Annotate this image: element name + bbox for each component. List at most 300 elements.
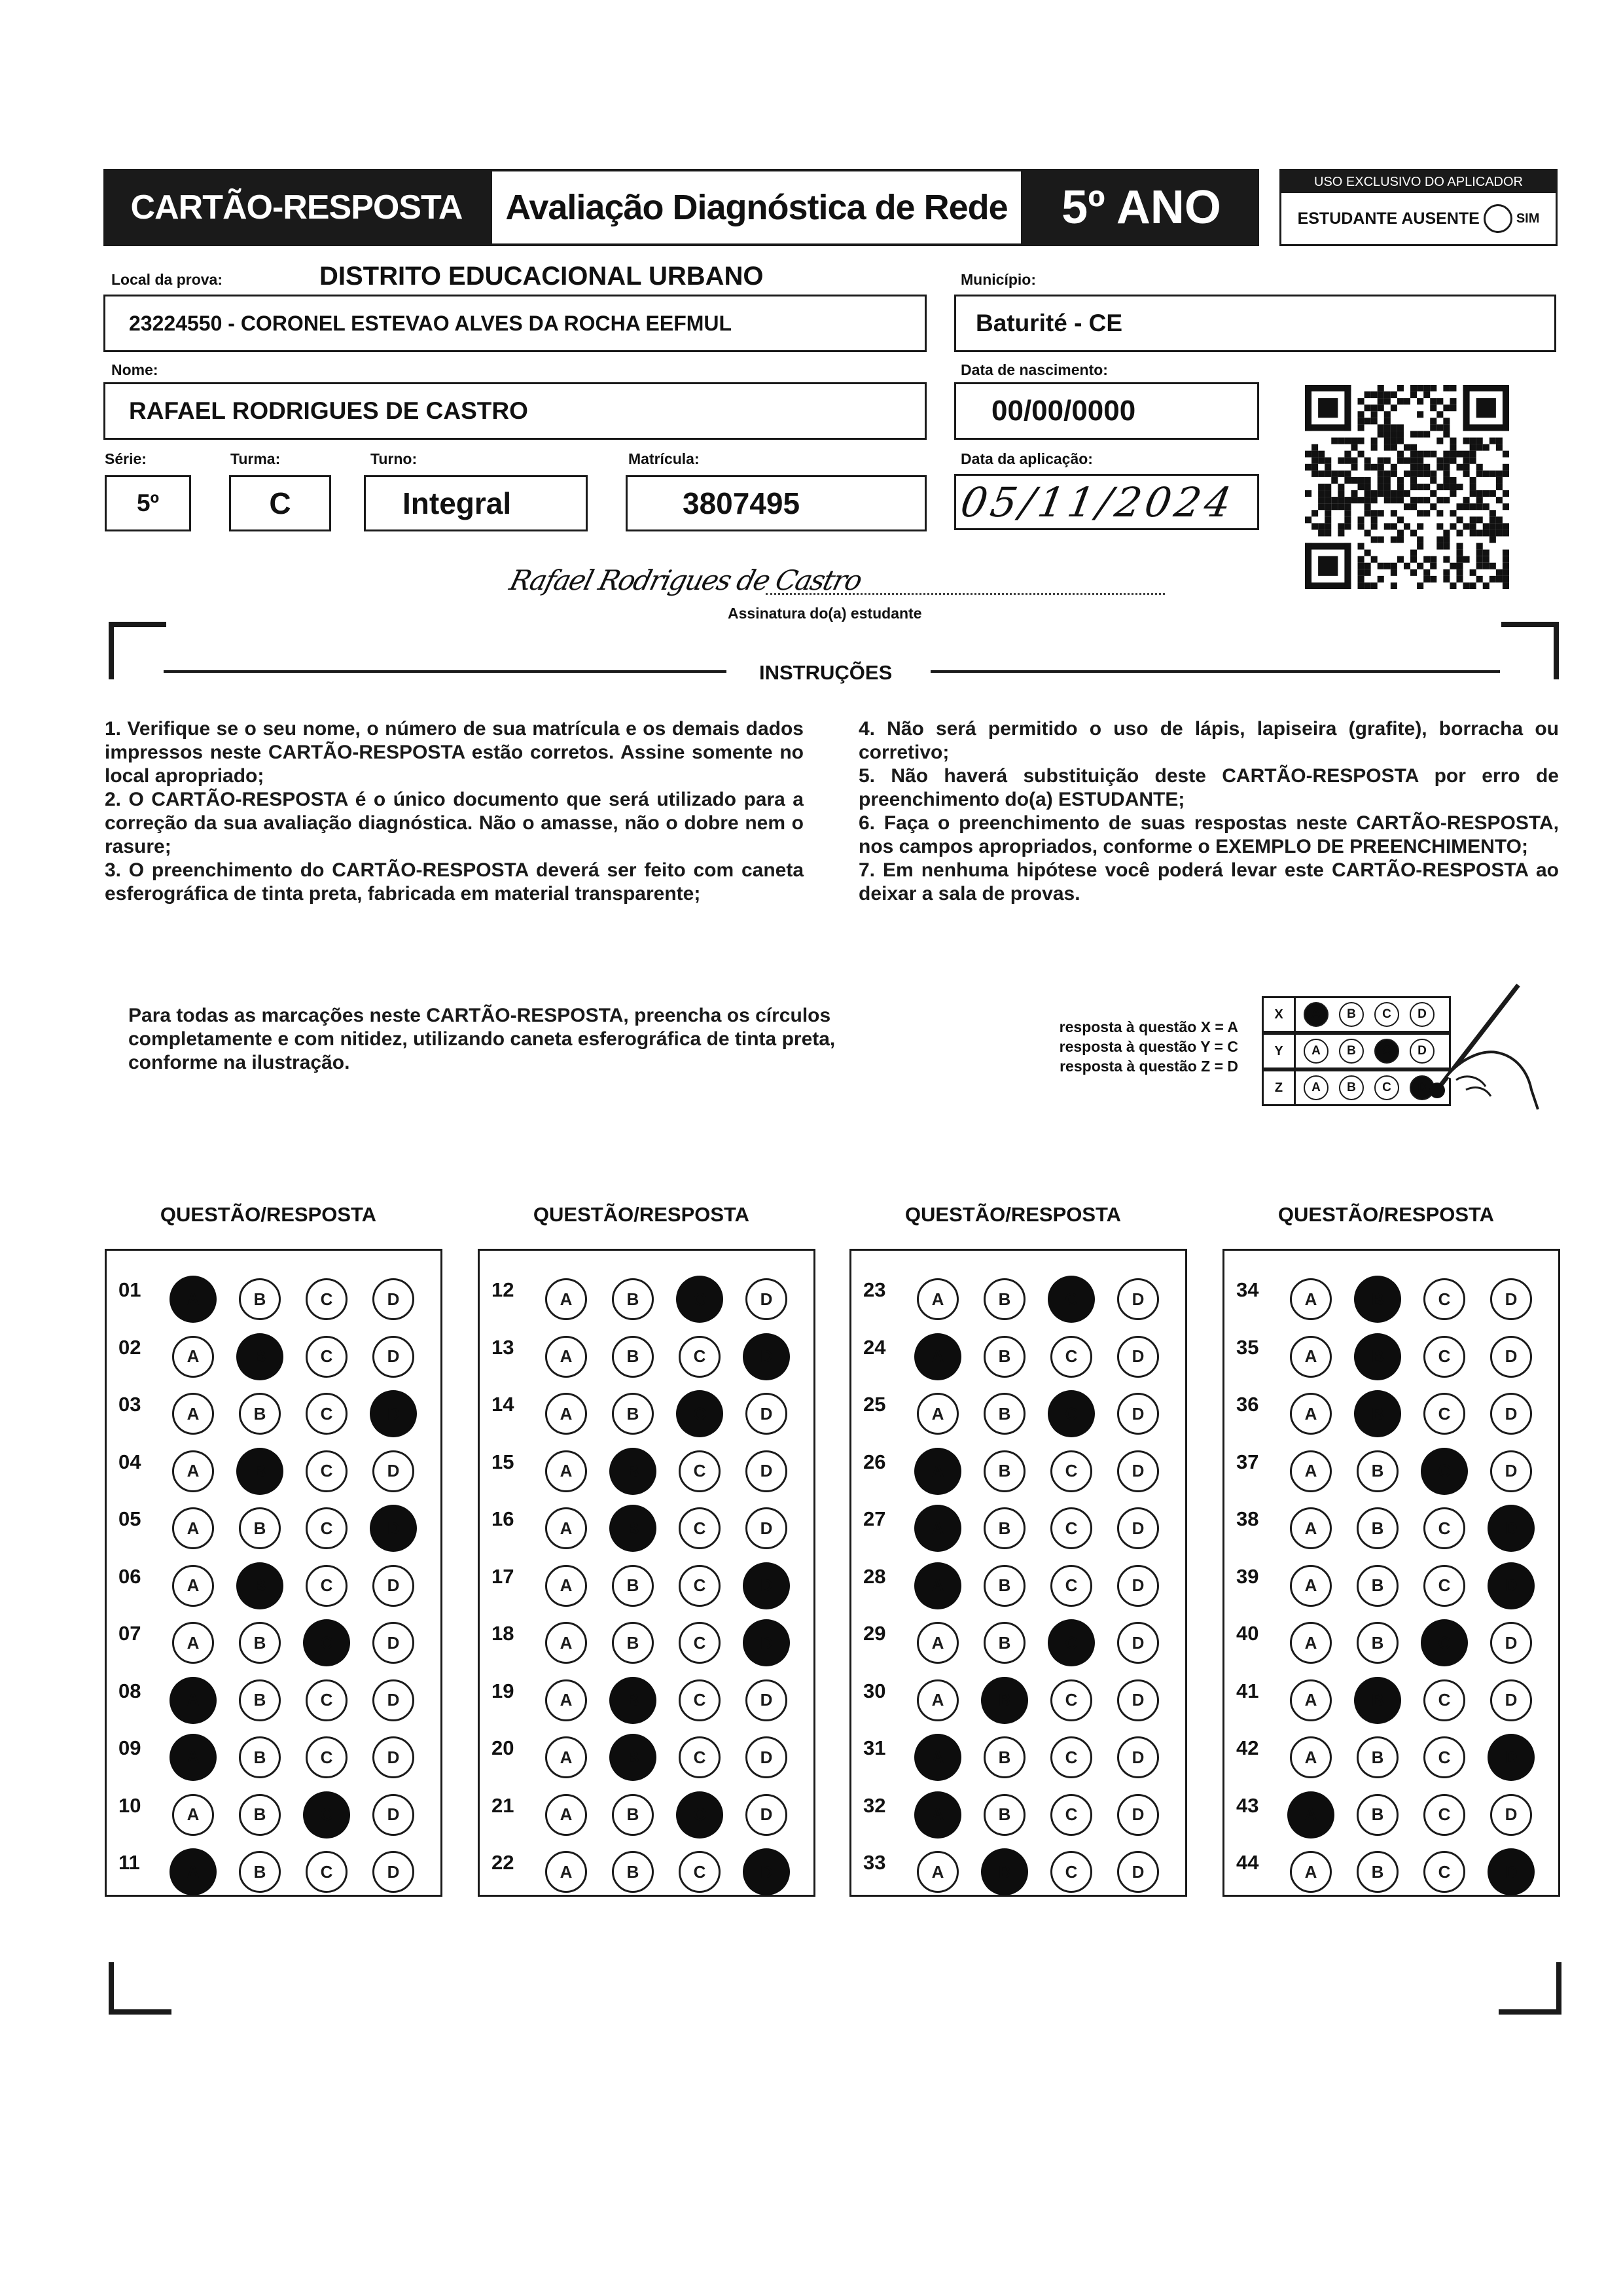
answer-bubble-c[interactable]: C: [679, 1336, 721, 1378]
example-bubble-d: D: [1410, 1039, 1435, 1064]
question-number: 08: [118, 1679, 141, 1702]
instructions-right: [859, 717, 1559, 906]
answer-bubble-c[interactable]: C: [1423, 1794, 1465, 1836]
answer-bubble-b[interactable]: B: [1354, 1333, 1401, 1380]
signature-label: Assinatura do(a) estudante: [728, 605, 922, 622]
answer-bubble-a[interactable]: A: [545, 1565, 587, 1607]
question-row: [1224, 1264, 1558, 1316]
question-number: 16: [491, 1507, 514, 1530]
answer-bubble-d[interactable]: D: [1490, 1679, 1532, 1721]
example-bubble-a: A: [1304, 1039, 1329, 1064]
answer-bubble-d[interactable]: D: [1488, 1505, 1535, 1552]
answer-bubble-d[interactable]: D: [743, 1333, 790, 1380]
question-row: [107, 1837, 440, 1889]
exam-title: Avaliação Diagnóstica de Rede: [490, 169, 1024, 246]
question-number: 13: [491, 1335, 514, 1359]
answer-bubble-b[interactable]: B: [236, 1333, 283, 1380]
question-row: [851, 1321, 1185, 1374]
question-number: 19: [491, 1679, 514, 1702]
grade-value: 5º: [136, 490, 160, 516]
question-number: 05: [118, 1507, 141, 1530]
answer-bubble-d[interactable]: D: [1117, 1278, 1159, 1320]
answer-bubble-c[interactable]: C: [1048, 1276, 1095, 1323]
answer-bubble-b[interactable]: B: [239, 1278, 281, 1320]
answer-bubble-d[interactable]: D: [1117, 1679, 1159, 1721]
shift-field: [364, 475, 588, 531]
answer-bubble-c[interactable]: C: [1421, 1448, 1468, 1495]
answer-bubble-b[interactable]: B: [984, 1565, 1026, 1607]
answer-bubble-b[interactable]: B: [612, 1278, 654, 1320]
question-number: 12: [491, 1278, 514, 1301]
example-caption: resposta à questão Y = C: [1059, 1038, 1238, 1055]
question-number: 15: [491, 1450, 514, 1473]
answer-bubble-b[interactable]: B: [984, 1736, 1026, 1778]
answer-bubble-c[interactable]: C: [306, 1679, 348, 1721]
question-row: [480, 1837, 813, 1889]
answer-bubble-c[interactable]: C: [679, 1450, 721, 1492]
question-number: 04: [118, 1450, 141, 1473]
answer-bubble-c[interactable]: C: [303, 1791, 350, 1839]
question-number: 30: [863, 1679, 886, 1702]
question-row: [107, 1264, 440, 1316]
answer-bubble-a[interactable]: A: [1290, 1736, 1332, 1778]
answer-bubble-d[interactable]: D: [372, 1565, 414, 1607]
answer-bubble-b[interactable]: B: [984, 1336, 1026, 1378]
answer-bubble-a[interactable]: A: [1290, 1565, 1332, 1607]
answer-bubble-d[interactable]: D: [743, 1848, 790, 1895]
answer-bubble-d[interactable]: D: [1117, 1336, 1159, 1378]
exam-location-title: DISTRITO EDUCACIONAL URBANO: [319, 262, 764, 291]
answer-bubble-a[interactable]: A: [169, 1848, 217, 1895]
answer-bubble-a[interactable]: A: [545, 1736, 587, 1778]
answer-bubble-c[interactable]: C: [676, 1390, 723, 1437]
answer-bubble-a[interactable]: A: [914, 1734, 961, 1781]
example-bubble-d: D: [1410, 1075, 1435, 1100]
answer-bubble-b[interactable]: B: [1357, 1507, 1399, 1549]
answer-bubble-a[interactable]: A: [914, 1791, 961, 1839]
answer-bubble-a[interactable]: A: [917, 1278, 959, 1320]
answer-bubble-b[interactable]: B: [984, 1278, 1026, 1320]
answer-bubble-d[interactable]: D: [743, 1562, 790, 1609]
answer-bubble-b[interactable]: B: [239, 1794, 281, 1836]
example-caption: resposta à questão Z = D: [1060, 1058, 1238, 1075]
question-row: [851, 1493, 1185, 1545]
answer-panel: [478, 1249, 815, 1897]
answer-bubble-c[interactable]: C: [306, 1507, 348, 1549]
answer-bubble-b[interactable]: B: [609, 1448, 656, 1495]
answer-bubble-d[interactable]: D: [1490, 1278, 1532, 1320]
corner-mark-top-right: [1501, 622, 1559, 679]
answer-bubble-b[interactable]: B: [609, 1677, 656, 1724]
name-field: [103, 382, 927, 440]
answer-bubble-d[interactable]: D: [1117, 1622, 1159, 1664]
question-number: 27: [863, 1507, 886, 1530]
example-bubble-b: B: [1339, 1075, 1364, 1100]
answer-bubble-b[interactable]: B: [1357, 1622, 1399, 1664]
municipality-value: Baturité - CE: [976, 310, 1123, 336]
absent-checkbox[interactable]: [1484, 204, 1512, 233]
answer-bubble-b[interactable]: B: [612, 1622, 654, 1664]
question-row: [1224, 1780, 1558, 1832]
question-number: 22: [491, 1851, 514, 1874]
birth-date-label: Data de nascimento:: [961, 361, 1108, 378]
applicator-box-title: USO EXCLUSIVO DO APLICADOR: [1281, 171, 1556, 193]
answer-bubble-a[interactable]: A: [169, 1734, 217, 1781]
answer-bubble-a[interactable]: A: [545, 1679, 587, 1721]
question-number: 06: [118, 1564, 141, 1588]
answer-bubble-c[interactable]: C: [1423, 1393, 1465, 1435]
question-row: [851, 1837, 1185, 1889]
answer-bubble-b[interactable]: B: [984, 1393, 1026, 1435]
answer-bubble-a[interactable]: A: [917, 1393, 959, 1435]
exam-location-label: Local da prova:: [111, 271, 223, 288]
answer-bubble-c[interactable]: C: [1050, 1336, 1092, 1378]
answer-bubble-a[interactable]: A: [169, 1276, 217, 1323]
answer-bubble-a[interactable]: A: [1290, 1336, 1332, 1378]
question-number: 07: [118, 1622, 141, 1645]
answer-panel: [1222, 1249, 1560, 1897]
answer-bubble-d[interactable]: D: [370, 1390, 417, 1437]
answer-bubble-c[interactable]: C: [1050, 1565, 1092, 1607]
question-number: 02: [118, 1335, 141, 1359]
grade-label: Série:: [105, 450, 147, 467]
instruction-item: 3. O preenchimento do CARTÃO-RESPOSTA deverá ser feito com caneta esferográfica de tinta preta, fabricada em material transparente;: [105, 859, 804, 905]
instruction-item: 2. O CARTÃO-RESPOSTA é o único documento que será utilizado para a correção da sua avaliação diagnóstica. Não o amasse, não o dobre nem o rasure;: [105, 789, 804, 857]
answer-bubble-a[interactable]: A: [545, 1507, 587, 1549]
application-date-field: [954, 474, 1259, 530]
answer-bubble-d[interactable]: D: [1117, 1507, 1159, 1549]
answer-bubble-c[interactable]: C: [676, 1276, 723, 1323]
instructions-rule-right: [931, 670, 1500, 673]
answer-bubble-c[interactable]: C: [679, 1622, 721, 1664]
question-row: [1224, 1436, 1558, 1488]
question-row: [480, 1665, 813, 1717]
application-date-value: 05/11/2024: [957, 478, 1239, 526]
birth-date-field: [954, 382, 1259, 440]
question-row: [1224, 1837, 1558, 1889]
question-number: 31: [863, 1736, 886, 1759]
answer-bubble-a[interactable]: A: [172, 1565, 214, 1607]
question-number: 09: [118, 1736, 141, 1759]
question-row: [851, 1264, 1185, 1316]
answer-bubble-b[interactable]: B: [984, 1507, 1026, 1549]
question-row: [1224, 1378, 1558, 1431]
example-bubble-b: B: [1339, 1002, 1364, 1027]
answer-bubble-a[interactable]: A: [545, 1393, 587, 1435]
answer-bubble-c[interactable]: C: [306, 1736, 348, 1778]
answer-bubble-c[interactable]: C: [1048, 1390, 1095, 1437]
example-bubble-d: D: [1410, 1002, 1435, 1027]
answer-bubble-c[interactable]: C: [1423, 1507, 1465, 1549]
answer-bubble-d[interactable]: D: [1490, 1622, 1532, 1664]
answer-bubble-d[interactable]: D: [1490, 1450, 1532, 1492]
answer-bubble-b[interactable]: B: [984, 1450, 1026, 1492]
answer-bubble-d[interactable]: D: [745, 1736, 787, 1778]
question-number: 38: [1236, 1507, 1259, 1530]
answer-bubble-c[interactable]: C: [1050, 1794, 1092, 1836]
answer-bubble-a[interactable]: A: [172, 1507, 214, 1549]
question-row: [480, 1493, 813, 1545]
answer-bubble-c[interactable]: C: [306, 1393, 348, 1435]
answer-bubble-a[interactable]: A: [914, 1448, 961, 1495]
answer-panel: [849, 1249, 1187, 1897]
answer-bubble-c[interactable]: C: [1421, 1619, 1468, 1666]
question-number: 42: [1236, 1736, 1259, 1759]
answer-bubble-a[interactable]: A: [172, 1450, 214, 1492]
instruction-item: 6. Faça o preenchimento de suas respostas neste CARTÃO-RESPOSTA, nos campos apropriados, conforme o EXEMPLO DE PREENCHIMENTO;: [859, 812, 1559, 857]
question-row: [107, 1436, 440, 1488]
answer-bubble-d[interactable]: D: [372, 1679, 414, 1721]
question-row: [480, 1378, 813, 1431]
answer-bubble-b[interactable]: B: [236, 1562, 283, 1609]
answer-bubble-d[interactable]: D: [1117, 1450, 1159, 1492]
answer-bubble-c[interactable]: C: [306, 1336, 348, 1378]
answer-bubble-b[interactable]: B: [1357, 1851, 1399, 1893]
answer-bubble-a[interactable]: A: [917, 1851, 959, 1893]
answer-bubble-c[interactable]: C: [1050, 1736, 1092, 1778]
example-caption: resposta à questão X = A: [1059, 1018, 1238, 1035]
question-row: [107, 1551, 440, 1603]
answer-bubble-b[interactable]: B: [612, 1565, 654, 1607]
column-header: QUESTÃO/RESPOSTA: [904, 1203, 1122, 1226]
answer-bubble-c[interactable]: C: [1423, 1278, 1465, 1320]
example-bubble-a: A: [1304, 1002, 1329, 1027]
question-row: [480, 1722, 813, 1774]
question-number: 01: [118, 1278, 141, 1301]
answer-bubble-a[interactable]: A: [545, 1336, 587, 1378]
answer-bubble-c[interactable]: C: [1423, 1851, 1465, 1893]
question-row: [107, 1493, 440, 1545]
answer-bubble-b[interactable]: B: [612, 1393, 654, 1435]
answer-bubble-a[interactable]: A: [1290, 1450, 1332, 1492]
answer-bubble-d[interactable]: D: [372, 1450, 414, 1492]
answer-bubble-d[interactable]: D: [1490, 1794, 1532, 1836]
qr-code: [1305, 385, 1509, 589]
example-bubble-c: C: [1374, 1075, 1399, 1100]
question-row: [480, 1321, 813, 1374]
answer-bubble-b[interactable]: B: [239, 1736, 281, 1778]
answer-bubble-b[interactable]: B: [239, 1393, 281, 1435]
corner-mark-bottom-left: [109, 1962, 171, 2015]
answer-bubble-d[interactable]: D: [1488, 1734, 1535, 1781]
answer-bubble-b[interactable]: B: [981, 1677, 1028, 1724]
question-row: [851, 1551, 1185, 1603]
answer-bubble-c[interactable]: C: [1423, 1679, 1465, 1721]
class-value: C: [269, 486, 291, 520]
answer-bubble-b[interactable]: B: [1354, 1677, 1401, 1724]
question-number: 24: [863, 1335, 886, 1359]
answer-bubble-a[interactable]: A: [169, 1677, 217, 1724]
answer-bubble-c[interactable]: C: [1048, 1619, 1095, 1666]
column-header: QUESTÃO/RESPOSTA: [160, 1203, 377, 1226]
answer-bubble-d[interactable]: D: [1117, 1393, 1159, 1435]
answer-bubble-c[interactable]: C: [303, 1619, 350, 1666]
answer-bubble-c[interactable]: C: [1423, 1736, 1465, 1778]
answer-bubble-b[interactable]: B: [1357, 1736, 1399, 1778]
question-number: 37: [1236, 1450, 1259, 1473]
answer-bubble-a[interactable]: A: [1290, 1851, 1332, 1893]
answer-bubble-b[interactable]: B: [609, 1734, 656, 1781]
question-row: [107, 1665, 440, 1717]
answer-bubble-a[interactable]: A: [914, 1562, 961, 1609]
answer-bubble-c[interactable]: C: [679, 1679, 721, 1721]
answer-bubble-a[interactable]: A: [1290, 1679, 1332, 1721]
answer-bubble-c[interactable]: C: [1050, 1679, 1092, 1721]
answer-bubble-b[interactable]: B: [239, 1507, 281, 1549]
answer-bubble-a[interactable]: A: [917, 1622, 959, 1664]
answer-bubble-a[interactable]: A: [172, 1794, 214, 1836]
answer-bubble-d[interactable]: D: [372, 1736, 414, 1778]
answer-bubble-d[interactable]: D: [372, 1794, 414, 1836]
answer-bubble-d[interactable]: D: [372, 1851, 414, 1893]
answer-bubble-d[interactable]: D: [745, 1450, 787, 1492]
school-value: 23224550 - CORONEL ESTEVAO ALVES DA ROCHA EEFMUL: [129, 311, 732, 335]
answer-bubble-a[interactable]: A: [1290, 1278, 1332, 1320]
answer-bubble-d[interactable]: D: [1488, 1848, 1535, 1895]
example-row-label: Y: [1262, 1033, 1296, 1069]
answer-bubble-b[interactable]: B: [239, 1851, 281, 1893]
answer-bubble-d[interactable]: D: [745, 1679, 787, 1721]
answer-bubble-a[interactable]: A: [914, 1505, 961, 1552]
student-signature: Rafael Rodrigues de Castro: [506, 564, 865, 596]
answer-bubble-c[interactable]: C: [1050, 1851, 1092, 1893]
question-number: 10: [118, 1793, 141, 1817]
answer-bubble-d[interactable]: D: [372, 1336, 414, 1378]
answer-bubble-d[interactable]: D: [1117, 1794, 1159, 1836]
answer-bubble-b[interactable]: B: [984, 1622, 1026, 1664]
answer-bubble-b[interactable]: B: [239, 1622, 281, 1664]
column-header: QUESTÃO/RESPOSTA: [533, 1203, 750, 1226]
answer-bubble-d[interactable]: D: [1490, 1393, 1532, 1435]
answer-bubble-c[interactable]: C: [1050, 1507, 1092, 1549]
answer-bubble-d[interactable]: D: [1488, 1562, 1535, 1609]
question-row: [1224, 1493, 1558, 1545]
example-bubble-c: C: [1374, 1039, 1399, 1064]
answer-bubble-a[interactable]: A: [917, 1679, 959, 1721]
answer-bubble-a[interactable]: A: [1287, 1791, 1334, 1839]
answer-bubble-a[interactable]: A: [1290, 1393, 1332, 1435]
answer-bubble-c[interactable]: C: [306, 1851, 348, 1893]
absent-yes-label: SIM: [1516, 211, 1540, 226]
answer-bubble-c[interactable]: C: [306, 1278, 348, 1320]
answer-bubble-a[interactable]: A: [914, 1333, 961, 1380]
answer-bubble-b[interactable]: B: [1354, 1390, 1401, 1437]
enrollment-label: Matrícula:: [628, 450, 700, 467]
instructions-title: INSTRUÇÕES: [759, 661, 893, 684]
answer-bubble-c[interactable]: C: [679, 1851, 721, 1893]
answer-bubble-c[interactable]: C: [1423, 1565, 1465, 1607]
answer-bubble-d[interactable]: D: [1117, 1736, 1159, 1778]
answer-bubble-b[interactable]: B: [612, 1851, 654, 1893]
answer-bubble-b[interactable]: B: [984, 1794, 1026, 1836]
answer-bubble-a[interactable]: A: [545, 1851, 587, 1893]
answer-bubble-a[interactable]: A: [1290, 1507, 1332, 1549]
municipality-field: [954, 295, 1556, 352]
answer-bubble-b[interactable]: B: [1357, 1565, 1399, 1607]
answer-bubble-b[interactable]: B: [239, 1679, 281, 1721]
question-number: 35: [1236, 1335, 1259, 1359]
class-field: [229, 475, 331, 531]
school-field: [103, 295, 927, 352]
name-label: Nome:: [111, 361, 158, 378]
municipality-label: Município:: [961, 271, 1036, 288]
answer-bubble-c[interactable]: C: [306, 1450, 348, 1492]
question-number: 03: [118, 1393, 141, 1416]
shift-label: Turno:: [370, 450, 418, 467]
answer-bubble-a[interactable]: A: [1290, 1622, 1332, 1664]
answer-bubble-b[interactable]: B: [612, 1336, 654, 1378]
answer-bubble-d[interactable]: D: [1490, 1336, 1532, 1378]
answer-bubble-d[interactable]: D: [745, 1393, 787, 1435]
question-row: [107, 1378, 440, 1431]
answer-bubble-c[interactable]: C: [306, 1565, 348, 1607]
birth-date-value: 00/00/0000: [991, 395, 1136, 427]
question-number: 14: [491, 1393, 514, 1416]
application-date-label: Data da aplicação:: [961, 450, 1093, 467]
answer-bubble-b[interactable]: B: [612, 1794, 654, 1836]
question-number: 33: [863, 1851, 886, 1874]
instructions-left: [105, 717, 804, 906]
answer-bubble-d[interactable]: D: [370, 1505, 417, 1552]
answer-bubble-c[interactable]: C: [679, 1736, 721, 1778]
question-row: [107, 1722, 440, 1774]
enrollment-value: 3807495: [683, 486, 800, 520]
answer-bubble-c[interactable]: C: [1050, 1450, 1092, 1492]
answer-bubble-d[interactable]: D: [745, 1794, 787, 1836]
answer-bubble-c[interactable]: C: [676, 1791, 723, 1839]
class-label: Turma:: [230, 450, 281, 467]
answer-bubble-d[interactable]: D: [1117, 1565, 1159, 1607]
answer-bubble-b[interactable]: B: [236, 1448, 283, 1495]
answer-bubble-a[interactable]: A: [545, 1278, 587, 1320]
question-number: 40: [1236, 1622, 1259, 1645]
question-number: 34: [1236, 1278, 1259, 1301]
answer-bubble-c[interactable]: C: [679, 1565, 721, 1607]
answer-bubble-b[interactable]: B: [981, 1848, 1028, 1895]
question-row: [1224, 1321, 1558, 1374]
question-number: 20: [491, 1736, 514, 1759]
answer-bubble-c[interactable]: C: [1423, 1336, 1465, 1378]
answer-bubble-b[interactable]: B: [1357, 1794, 1399, 1836]
answer-bubble-d[interactable]: D: [743, 1619, 790, 1666]
answer-bubble-a[interactable]: A: [172, 1622, 214, 1664]
question-row: [851, 1780, 1185, 1832]
question-number: 21: [491, 1793, 514, 1817]
question-row: [851, 1378, 1185, 1431]
signature-line: [766, 593, 1165, 595]
answer-bubble-a[interactable]: A: [172, 1393, 214, 1435]
answer-bubble-a[interactable]: A: [545, 1622, 587, 1664]
answer-bubble-b[interactable]: B: [1357, 1450, 1399, 1492]
answer-bubble-d[interactable]: D: [745, 1278, 787, 1320]
instruction-item: 1. Verifique se o seu nome, o número de sua matrícula e os demais dados impressos neste CARTÃO-RESPOSTA estão corretos. Assine somente no local apropriado;: [105, 718, 804, 787]
answer-bubble-c[interactable]: C: [679, 1507, 721, 1549]
answer-bubble-d[interactable]: D: [372, 1278, 414, 1320]
question-row: [1224, 1665, 1558, 1717]
answer-bubble-a[interactable]: A: [172, 1336, 214, 1378]
answer-bubble-d[interactable]: D: [745, 1507, 787, 1549]
answer-bubble-d[interactable]: D: [1117, 1851, 1159, 1893]
question-number: 25: [863, 1393, 886, 1416]
answer-bubble-d[interactable]: D: [372, 1622, 414, 1664]
answer-bubble-b[interactable]: B: [609, 1505, 656, 1552]
answer-bubble-b[interactable]: B: [1354, 1276, 1401, 1323]
question-number: 44: [1236, 1851, 1259, 1874]
answer-bubble-a[interactable]: A: [545, 1794, 587, 1836]
answer-bubble-a[interactable]: A: [545, 1450, 587, 1492]
question-number: 32: [863, 1793, 886, 1817]
question-number: 11: [118, 1851, 140, 1874]
